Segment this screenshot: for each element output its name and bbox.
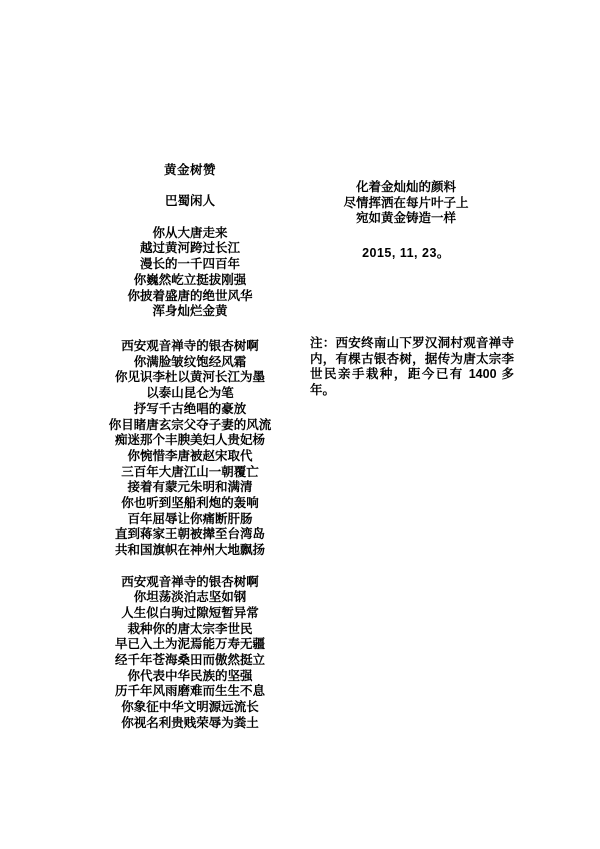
poem-line: 化着金灿灿的颜料 [355,180,456,194]
poem-line: 历千年风雨磨难而生生不息 [114,684,265,699]
poem-line: 你巍然屹立挺拔刚强 [133,272,247,287]
poem-line: 漫长的一千四百年 [139,257,240,272]
poem-ending-stanza [310,180,502,227]
poem-line: 你从大唐走来 [152,225,228,240]
poem-line: 你代表中华民族的坚强 [127,668,253,683]
poem-line: 你视名利贵贱荣辱为粪土 [121,715,259,730]
poem-note: 注：西安终南山下罗汉洞村观音禅寺内，有棵古银杏树，据传为唐太宗李世民亲手栽种，距今已有 1400 多年。 [310,336,514,398]
poem-stanza-2 [60,339,320,559]
poem-line: 你披着盛唐的绝世风华 [127,288,253,303]
poem-date: 2015, 11, 23。 [362,246,450,260]
poem-line: 你也听到坚船利炮的轰响 [121,496,259,511]
poem-line: 直到蒋家王朝被撵至台湾岛 [114,527,265,542]
poem-line: 尽情挥洒在每片叶子上 [343,195,469,210]
poem-line: 共和国旗帜在神州大地飘扬 [114,543,265,558]
poem-line: 抒写千古绝唱的豪放 [133,401,247,416]
poem-line: 三百年大唐江山一朝覆亡 [121,464,259,479]
poem-line: 浑身灿烂金黄 [152,304,228,319]
poem-line: 西安观音禅寺的银杏树啊 [121,574,259,589]
poem-line: 人生似白驹过隙短暂异常 [121,605,259,620]
poem-line: 你坦荡淡泊志坚如钢 [133,590,247,605]
poem-line: 你象征中华文明源远流长 [121,700,259,715]
right-column [310,0,514,849]
poem-line: 西安观音禅寺的银杏树啊 [121,339,259,353]
poem-author: 巴蜀闲人 [164,194,215,209]
poem-line: 痴迷那个丰腴美妇人贵妃杨 [114,433,265,448]
poem-line: 百年屈辱让你痛断肝肠 [127,511,253,526]
poem-stanza-1 [60,226,320,320]
poem-line: 你惋惜李唐被赵宋取代 [127,448,253,463]
poem-line: 经千年苍海桑田而傲然挺立 [114,653,265,668]
poem-line: 栽种你的唐太宗李世民 [127,621,253,636]
poem-line: 你见识李杜以黄河长江为墨 [114,370,265,385]
poem-stanza-3 [60,575,320,732]
poem-line: 宛如黄金铸造一样 [355,211,456,226]
poem-line: 以泰山昆仑为笔 [146,386,234,401]
poem-title: 黄金树赞 [163,163,216,177]
poem-line: 越过黄河跨过长江 [139,241,240,256]
poem-line: 接着有蒙元朱明和满清 [127,480,253,495]
poem-line: 你满脸皱纹饱经风霜 [133,354,247,369]
poem-column [60,163,320,732]
poem-line: 你目睹唐玄宗父夺子妻的风流 [108,417,272,432]
poem-line: 早已入土为泥焉能万寿无疆 [114,637,265,652]
